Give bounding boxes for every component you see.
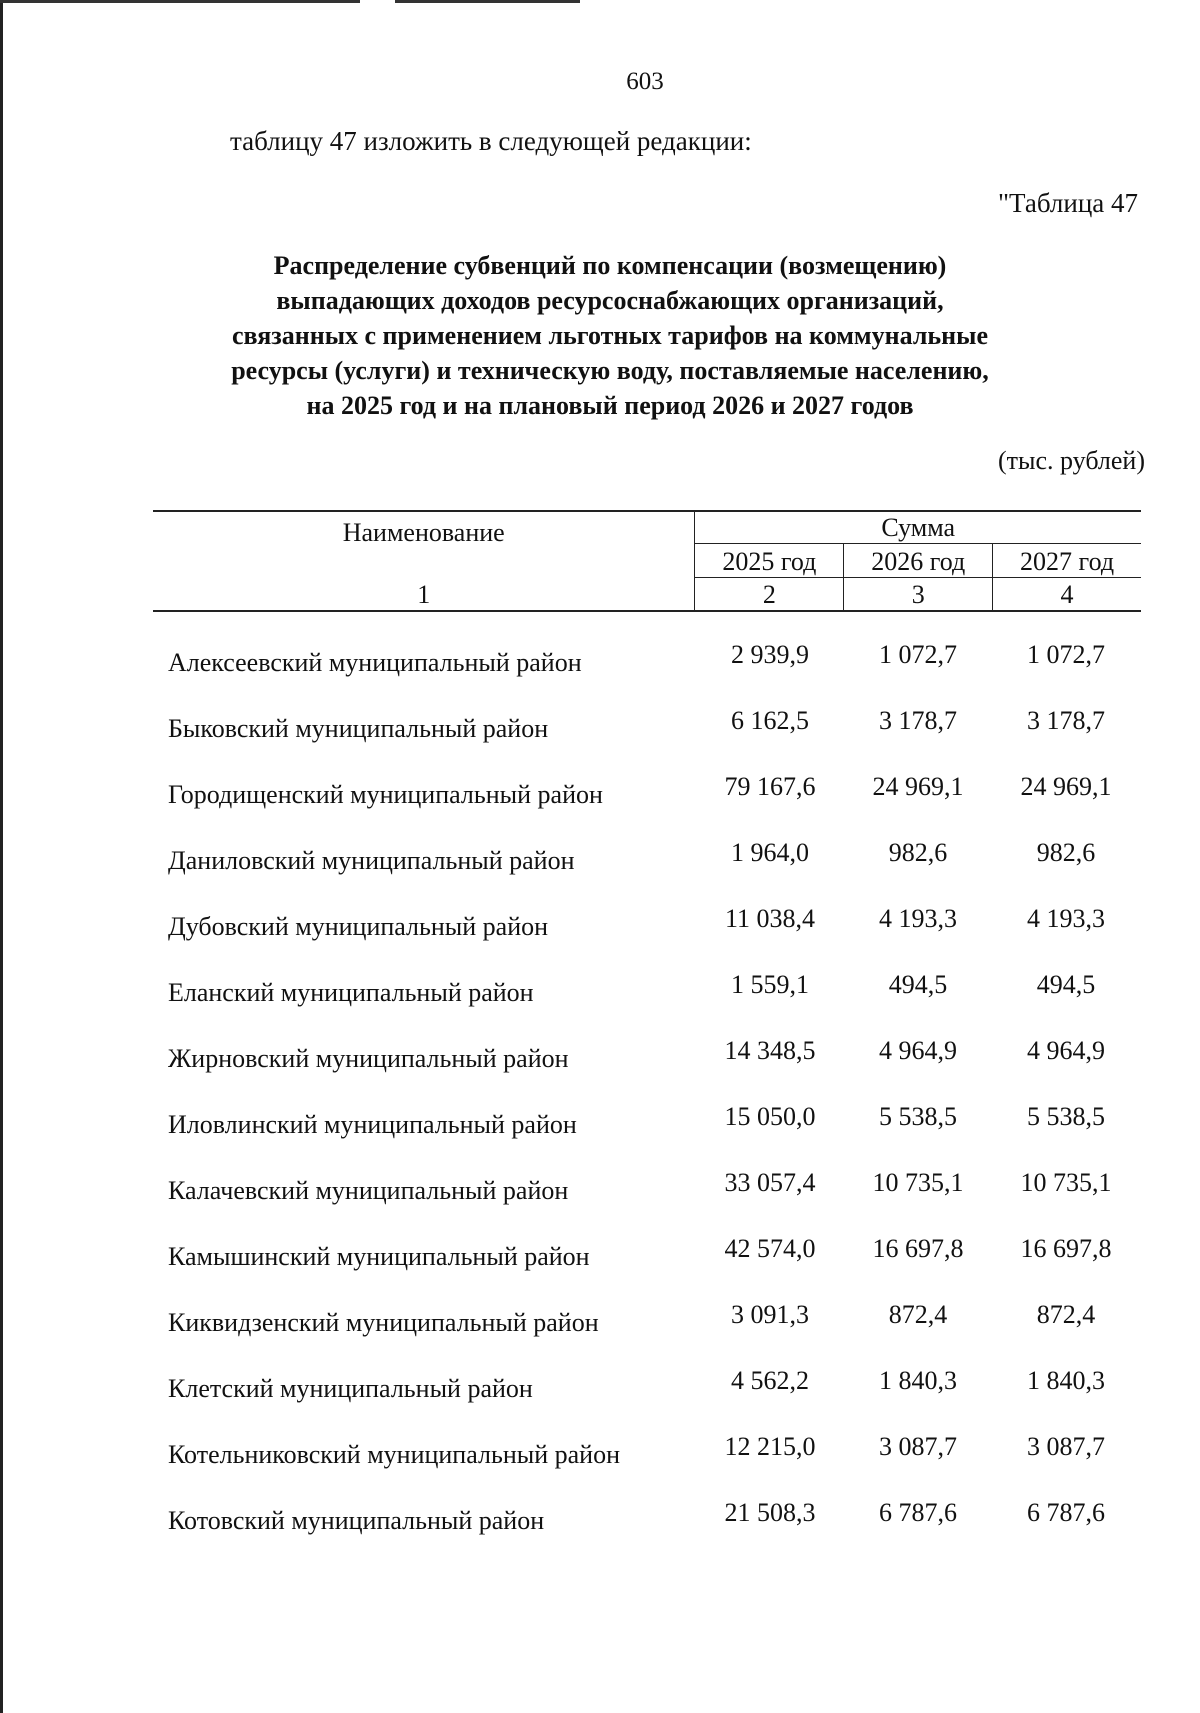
row-value-2025: 42 574,0	[724, 1234, 816, 1263]
row-value-2025: 79 167,6	[724, 772, 816, 801]
row-value-2027: 6 787,6	[1027, 1498, 1105, 1527]
table-row	[153, 1102, 1141, 1176]
title-line: выпадающих доходов ресурсоснабжающих организаций,	[276, 286, 944, 315]
table-row	[153, 772, 1141, 846]
row-value-2026: 1 840,3	[879, 1366, 957, 1395]
table-row	[153, 1036, 1141, 1110]
row-value-2027: 24 969,1	[1020, 772, 1112, 801]
row-value-2026: 10 735,1	[872, 1168, 964, 1197]
row-value-2026: 982,6	[888, 838, 948, 867]
row-name: Камышинский муниципальный район	[168, 1242, 590, 1271]
table-row	[153, 1234, 1141, 1308]
row-value-2027: 1 840,3	[1027, 1366, 1105, 1395]
row-name: Быковский муниципальный район	[168, 714, 549, 743]
row-name: Алексеевский муниципальный район	[168, 648, 582, 677]
header-col-number-4: 4	[993, 578, 1141, 612]
row-name: Дубовский муниципальный район	[168, 912, 549, 941]
row-value-2026: 4 193,3	[879, 904, 957, 933]
row-value-2026: 16 697,8	[872, 1234, 964, 1263]
row-value-2025: 3 091,3	[731, 1300, 809, 1329]
row-value-2026: 4 964,9	[879, 1036, 957, 1065]
row-value-2027: 982,6	[1036, 838, 1096, 867]
row-value-2025: 15 050,0	[724, 1102, 816, 1131]
row-name: Клетский муниципальный район	[168, 1374, 533, 1403]
table-caption: "Таблица 47	[998, 188, 1138, 218]
row-value-2027: 494,5	[1036, 970, 1096, 999]
row-value-2027: 3 178,7	[1027, 706, 1105, 735]
row-value-2027: 4 964,9	[1027, 1036, 1105, 1065]
row-value-2026: 1 072,7	[879, 640, 957, 669]
intro-text: таблицу 47 изложить в следующей редакции:	[230, 126, 752, 156]
scan-edge-left	[0, 0, 3, 1713]
units-label: (тыс. рублей)	[997, 446, 1145, 475]
table-row	[153, 1300, 1141, 1374]
page-number: 603	[626, 68, 664, 95]
row-value-2025: 1 964,0	[731, 838, 809, 867]
row-value-2027: 10 735,1	[1020, 1168, 1112, 1197]
row-name: Котовский муниципальный район	[168, 1506, 545, 1535]
table-row	[153, 1366, 1141, 1440]
row-name: Иловлинский муниципальный район	[168, 1110, 577, 1139]
row-value-2025: 4 562,2	[731, 1366, 809, 1395]
table-body	[153, 640, 1141, 1572]
row-value-2026: 872,4	[888, 1300, 948, 1329]
table-row	[153, 970, 1141, 1044]
row-value-2026: 6 787,6	[879, 1498, 957, 1527]
table-row	[153, 640, 1141, 714]
title-line: Распределение субвенций по компенсации (возмещению)	[273, 251, 947, 280]
row-name: Жирновский муниципальный район	[168, 1044, 569, 1073]
row-value-2026: 3 178,7	[879, 706, 957, 735]
table-row	[153, 1432, 1141, 1506]
row-name: Городищенский муниципальный район	[168, 780, 603, 809]
row-value-2025: 1 559,1	[731, 970, 809, 999]
table-row	[153, 1498, 1141, 1572]
row-value-2027: 3 087,7	[1027, 1432, 1105, 1461]
table-row	[153, 706, 1141, 780]
row-value-2027: 872,4	[1036, 1300, 1096, 1329]
title-line: ресурсы (услуги) и техническую воду, поставляемые населению,	[231, 356, 989, 385]
table-header	[153, 510, 1141, 612]
scan-edge-top-segment	[395, 0, 580, 3]
row-name: Еланский муниципальный район	[168, 978, 534, 1007]
title-line: связанных с применением льготных тарифов на коммунальные	[232, 321, 988, 350]
title-line: на 2025 год и на плановый период 2026 и 2027 годов	[306, 391, 914, 420]
row-value-2027: 4 193,3	[1027, 904, 1105, 933]
row-name: Котельниковский муниципальный район	[168, 1440, 620, 1469]
row-value-2025: 14 348,5	[724, 1036, 816, 1065]
row-value-2026: 3 087,7	[879, 1432, 957, 1461]
row-value-2025: 12 215,0	[724, 1432, 816, 1461]
header-year-2026: 2026 год	[844, 544, 993, 578]
row-value-2027: 16 697,8	[1020, 1234, 1112, 1263]
row-name: Даниловский муниципальный район	[168, 846, 575, 875]
header-year-2025: 2025 год	[695, 544, 844, 578]
header-sum: Сумма	[695, 511, 1141, 544]
row-value-2025: 6 162,5	[731, 706, 809, 735]
row-value-2027: 5 538,5	[1027, 1102, 1105, 1131]
row-name: Калачевский муниципальный район	[168, 1176, 569, 1205]
header-col-number-3: 3	[844, 578, 993, 612]
table-row	[153, 904, 1141, 978]
row-value-2026: 5 538,5	[879, 1102, 957, 1131]
header-name: Наименование	[153, 511, 695, 578]
table-row	[153, 838, 1141, 912]
header-col-number-2: 2	[695, 578, 844, 612]
table-title	[150, 248, 1070, 423]
row-value-2025: 21 508,3	[724, 1498, 816, 1527]
scan-edge-top	[0, 0, 360, 3]
header-year-2027: 2027 год	[993, 544, 1141, 578]
row-value-2027: 1 072,7	[1027, 640, 1105, 669]
header-col-number-1: 1	[153, 578, 695, 612]
row-value-2025: 11 038,4	[724, 904, 816, 933]
row-name: Киквидзенский муниципальный район	[168, 1308, 599, 1337]
row-value-2026: 24 969,1	[872, 772, 964, 801]
row-value-2025: 2 939,9	[731, 640, 809, 669]
table-row	[153, 1168, 1141, 1242]
row-value-2026: 494,5	[888, 970, 948, 999]
row-value-2025: 33 057,4	[724, 1168, 816, 1197]
